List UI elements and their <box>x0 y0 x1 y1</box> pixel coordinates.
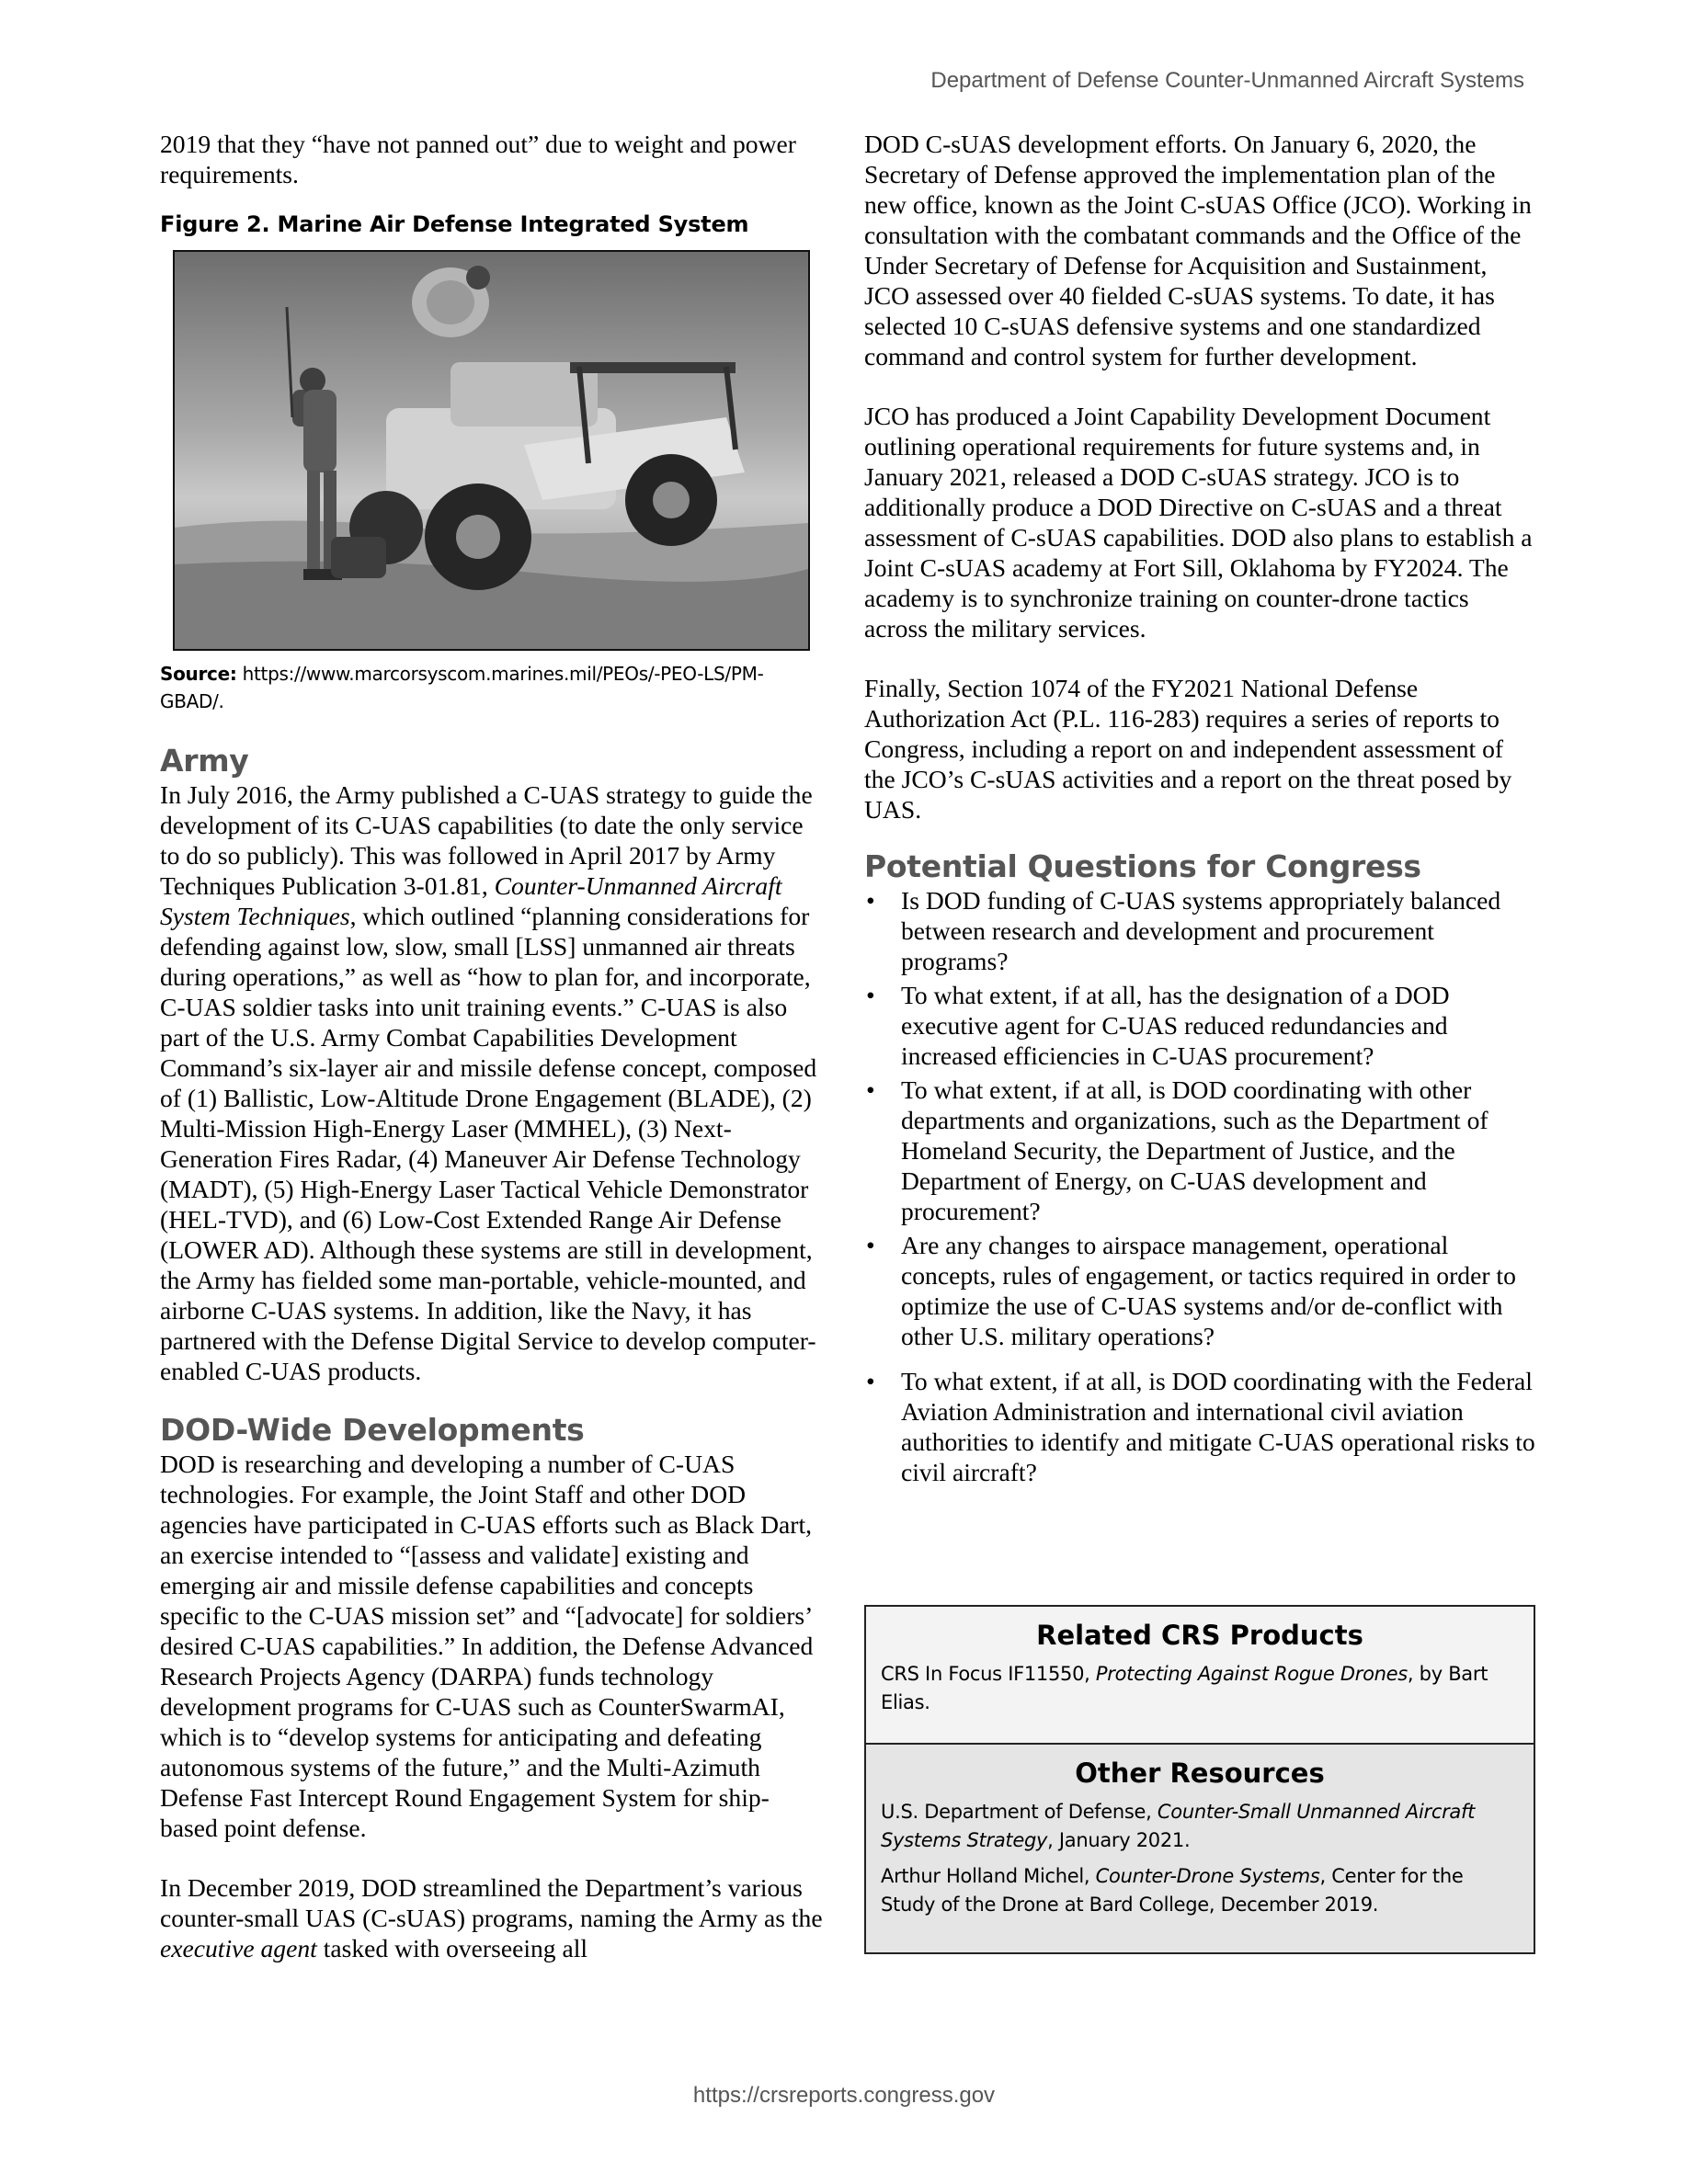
army-text-a: In July 2016, the Army published a C-UAS strategy to guide the development of its C-UAS capabilities (to date the only service to do so publicly). This was followed in April 2017 by Army Techniques Publication 3-01.81, <box>160 780 813 900</box>
army-heading: Army <box>160 743 249 779</box>
army-paragraph <box>160 779 824 1386</box>
source-url: https://www.marcorsyscom.marines.mil/PEOs/-PEO-LS/PM-GBAD/. <box>160 663 764 712</box>
resource-1-title: Counter-Small Unmanned Aircraft Systems Strategy <box>881 1801 1476 1851</box>
related-heading: Related CRS Products <box>1036 1620 1363 1651</box>
ndaa-paragraph: Finally, Section 1074 of the FY2021 National Defense Authorization Act (P.L. 116-283) requires a series of reports to Congress, including a report on and independent assessment of the JCO’s C-sUAS activities and a report on the threat posed by UAS. <box>864 674 1512 824</box>
question-item <box>864 1230 1535 1351</box>
dod-wide-paragraph-2 <box>160 1872 824 1963</box>
other-resource-1 <box>881 1798 1519 1855</box>
army-text-b: , which outlined “planning considerations for defending against low, slow, small [LSS] unmanned air threats during operations,” as well as “how to plan for, and incorporate, C-UAS soldier tasks into unit training events.” C-UAS is also part of the U.S. Army Combat Capabilities Development Command’s six-layer air and missile defense concept, composed of (1) Ballistic, Low-Altitude Drone Engagement (BLADE), (2) Multi-Mission High-Energy Laser (MMHEL), (3) Next-Generation Fires Radar, (4) Maneuver Air Defense Technology (MADT), (5) High-Energy Laser Tactical Vehicle Demonstrator (HEL-TVD), and (6) Low-Cost Extended Range Air Defense (LOWER AD). Although these systems are still in development, the Army has fielded some man-portable, vehicle-mounted, and airborne C-UAS systems. In addition, like the Navy, it has partnered with the Defense Digital Service to develop computer-enabled C-UAS products. <box>160 902 817 1385</box>
source-label: Source: <box>160 663 237 685</box>
resource-1-text-b: , January 2021. <box>1047 1829 1191 1851</box>
resource-2-title: Counter-Drone Systems <box>1095 1865 1320 1887</box>
jco-paragraph: JCO has produced a Joint Capability Development Document outlining operational requirements for future systems and, in January 2021, released a DOD C-sUAS strategy. JCO is to additionally produce a DOD Directive on C-sUAS and a threat assessment of C-sUAS capabilities. DOD also plans to establish a Joint C-sUAS academy at Fort Sill, Oklahoma by FY2024. The academy is to synchronize training on counter-drone tactics across the military services. <box>864 402 1533 643</box>
related-item-text-b: , by Bart Elias. <box>881 1663 1488 1713</box>
figure-title: Figure 2. Marine Air Defense Integrated System <box>160 211 749 237</box>
figure-source <box>160 660 824 715</box>
resource-2-text-a: Arthur Holland Michel, <box>881 1865 1096 1887</box>
question-text: To what extent, if at all, has the designation of a DOD executive agent for C-UAS reduced redundancies and increased efficiencies in C-UAS procurement? <box>901 981 1450 1070</box>
bullet-icon: • <box>866 1075 875 1104</box>
running-header: Department of Defense Counter-Unmanned Aircraft Systems <box>930 68 1524 93</box>
question-item <box>864 885 1535 976</box>
bullet-icon: • <box>866 1367 875 1395</box>
question-text: Is DOD funding of C-UAS systems appropriately balanced between research and development and procurement programs? <box>901 886 1501 975</box>
question-item <box>864 980 1535 1071</box>
intro-paragraph: 2019 that they “have not panned out” due to weight and power requirements. <box>160 130 796 188</box>
dod-wide-text-a: In December 2019, DOD streamlined the Department’s various counter-small UAS (C-sUAS) programs, naming the Army as the <box>160 1873 823 1932</box>
question-item <box>864 1366 1535 1487</box>
question-item <box>864 1075 1535 1226</box>
dod-wide-text-b: tasked with overseeing all <box>316 1934 588 1962</box>
related-item-title: Protecting Against Rogue Drones <box>1095 1663 1408 1685</box>
other-heading: Other Resources <box>1075 1757 1325 1789</box>
resource-1-text-a: U.S. Department of Defense, <box>881 1801 1158 1823</box>
executive-agent-term: executive agent <box>160 1934 317 1962</box>
question-text: To what extent, if at all, is DOD coordinating with the Federal Aviation Administration and international civil aviation authorities to identify and mitigate C-UAS operational risks to civil aircraft? <box>901 1367 1535 1486</box>
dod-wide-heading: DOD-Wide Developments <box>160 1412 585 1448</box>
right-column <box>864 129 1535 1487</box>
question-text: Are any changes to airspace management, operational concepts, rules of engagement, or tactics required in order to optimize the use of C-UAS systems and/or de-conflict with other U.S. military operations? <box>901 1231 1516 1350</box>
bullet-icon: • <box>866 1231 875 1259</box>
resource-2-text-b: , Center for the Study of the Drone at Bard College, December 2019. <box>881 1865 1464 1916</box>
questions-heading: Potential Questions for Congress <box>864 848 1421 884</box>
jco-continuation-paragraph: DOD C-sUAS development efforts. On January 6, 2020, the Secretary of Defense approved the implementation plan of the new office, known as the Joint C-sUAS Office (JCO). Working in consultation with the combatant commands and the Office of the Under Secretary of Defense for Acquisition and Sustainment, JCO assessed over 40 fielded C-sUAS systems. To date, it has selected 10 C-sUAS defensive systems and one standardized command and control system for further development. <box>864 130 1532 370</box>
footer-url[interactable]: https://crsreports.congress.gov <box>692 2083 996 2108</box>
marine-vehicle-photo <box>175 252 808 649</box>
other-resource-2 <box>881 1862 1519 1919</box>
figure-photo <box>173 250 810 651</box>
left-column <box>160 129 824 1963</box>
bullet-icon: • <box>866 981 875 1009</box>
dod-wide-paragraph-1: DOD is researching and developing a number of C-UAS technologies. For example, the Joint Staff and other DOD agencies have participated in C-UAS efforts such as Black Dart, an exercise intended to “[assess and validate] existing and emerging air and missile defense capabilities and concepts specific to the C-UAS mission set” and “[advocate] for soldiers’ desired C-UAS capabilities.” In addition, the Defense Advanced Research Projects Agency (DARPA) funds technology development programs for C-UAS such as CounterSwarmAI, which is to “develop systems for anticipating and defeating autonomous systems of the future,” and the Multi-Azimuth Defense Fast Intercept Round Engagement System for ship-based point defense. <box>160 1450 814 1842</box>
related-crs-products-box <box>864 1605 1535 1745</box>
army-publication-title: Counter-Unmanned Aircraft System Techniques <box>160 871 782 930</box>
related-item <box>881 1660 1519 1717</box>
other-resources-box <box>864 1743 1535 1954</box>
question-text: To what extent, if at all, is DOD coordinating with other departments and organizations, such as the Department of Homeland Security, the Department of Justice, and the Department of Energy, on C-UAS development and procurement? <box>901 1075 1488 1225</box>
related-item-text-a: CRS In Focus IF11550, <box>881 1663 1096 1685</box>
questions-list <box>864 885 1535 1487</box>
bullet-icon: • <box>866 886 875 915</box>
